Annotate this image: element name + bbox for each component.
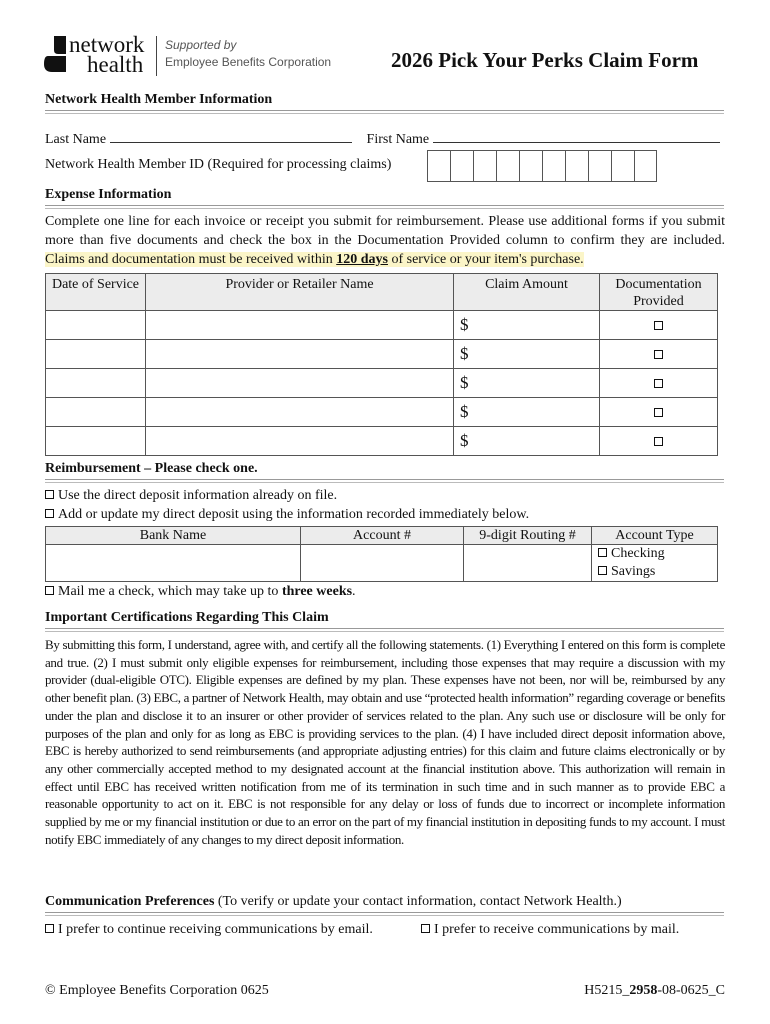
dollar-sign: $ (460, 344, 469, 363)
provider-cell[interactable] (146, 311, 454, 340)
dollar-sign: $ (460, 315, 469, 334)
date-cell[interactable] (46, 369, 146, 398)
email-pref-checkbox[interactable] (45, 924, 54, 933)
logo-word-health: health (87, 52, 144, 77)
email-pref-label: I prefer to continue receiving communications by email. (58, 922, 373, 937)
checking-label: Checking (611, 546, 665, 561)
provider-cell[interactable] (146, 340, 454, 369)
member-id-digit-box[interactable] (427, 150, 450, 182)
bank-entry-row (46, 545, 718, 582)
deadline-text-2: of service or your item's purchase. (387, 252, 584, 267)
certifications-heading: Important Certifications Regarding This Claim (45, 610, 329, 625)
documentation-cell (600, 340, 718, 369)
amount-cell[interactable] (454, 398, 600, 427)
deadline-days: 120 days (336, 252, 388, 267)
col-account-number: Account # (301, 527, 464, 545)
reimbursement-heading: Reimbursement – Please check one. (45, 461, 258, 476)
documentation-cell (600, 369, 718, 398)
savings-label: Savings (611, 564, 656, 579)
date-cell[interactable] (46, 340, 146, 369)
bank-name-cell[interactable] (46, 545, 301, 582)
table-row (46, 311, 718, 340)
supported-by-label: Supported by (165, 38, 237, 52)
checking-option[interactable] (598, 545, 717, 563)
section-rule (45, 479, 724, 480)
documentation-checkbox[interactable] (654, 437, 663, 446)
provider-cell[interactable] (146, 369, 454, 398)
documentation-checkbox[interactable] (654, 321, 663, 330)
amount-cell[interactable] (454, 311, 600, 340)
form-code-suffix: -08-0625_C (657, 983, 725, 998)
table-row (46, 369, 718, 398)
expense-instructions (45, 212, 725, 269)
table-row (46, 427, 718, 456)
mail-check-duration: three weeks (281, 584, 353, 599)
savings-option[interactable] (598, 563, 717, 581)
sponsor-name: Employee Benefits Corporation (165, 55, 332, 69)
expense-info-heading: Expense Information (45, 187, 172, 202)
logo-word-network: network (69, 32, 145, 57)
checking-checkbox[interactable] (598, 548, 607, 557)
mail-check-checkbox[interactable] (45, 586, 54, 595)
section-rule (45, 912, 724, 913)
member-id-digit-box[interactable] (611, 150, 634, 182)
expense-intro-text: Complete one line for each invoice or receipt you submit for reimbursement. Please use additional forms if you submit more than five documents and check the box in the Documentation Provided column to confirm they are included. (45, 214, 725, 248)
dollar-sign: $ (460, 431, 469, 450)
certifications-text: By submitting this form, I understand, agree with, and certify all the following statements. (1) Everything I entered on this form is complete and true. (2) I must submit only eligible expenses for reimbursement, including those expenses that may require a discussion with my provider (dual-eligible OTC). Eligible expenses are defined by my plan. These expenses have not been, nor will be, reimbursed by any other benefit plan. (3) EBC, a partner of Network Health, may obtain and use “protected health information” regarding coverage or benefits under the plan and disclose it to an insurer or other provider of services related to the plan. Any such use or disclosure will be only for purposes of the plan and only for as long as EBC is providing services to the plan. (4) I have included direct deposit information above, EBC is hereby authorized to send reimbursements (and appropriate adjusting entries) for this claim and future claims electronically or by any other commercially accepted method to my designated account at the financial institution above. This authorization will remain in effect until EBC has received written notification from me of its termination in such time and in such manner as to provide EBC a reasonable opportunity to act on it. EBC is not responsible for any delay or loss of funds due to incorrect or incomplete information supplied by me or my financial institution or due to an error on the part of my financial institution in depositing funds to my account. I must notify EBC immediately of any changes to my direct deposit information. (45, 637, 725, 847)
form-code-number: 2958 (629, 983, 658, 998)
option-mail-check[interactable] (45, 584, 356, 600)
section-rule-thin (45, 631, 724, 632)
mail-check-label: Mail me a check, which may take up to (58, 584, 282, 599)
communication-heading: Communication Preferences (45, 894, 215, 909)
documentation-checkbox[interactable] (654, 350, 663, 359)
deposit-on-file-checkbox[interactable] (45, 490, 54, 499)
col-claim-amount: Claim Amount (454, 274, 600, 311)
option-mail-communication[interactable] (421, 922, 679, 938)
form-code-prefix: H5215_ (584, 983, 630, 998)
documentation-checkbox[interactable] (654, 379, 663, 388)
documentation-cell (600, 398, 718, 427)
section-rule (45, 628, 724, 629)
section-rule-thin (45, 113, 724, 114)
network-health-logo (44, 32, 154, 77)
col-account-type: Account Type (592, 527, 718, 545)
col-provider-name: Provider or Retailer Name (146, 274, 454, 311)
update-deposit-checkbox[interactable] (45, 509, 54, 518)
option-deposit-on-file[interactable] (45, 488, 337, 504)
option-email-communication[interactable] (45, 922, 373, 938)
member-id-digit-box[interactable] (634, 150, 657, 182)
communication-subheading: (To verify or update your contact information, contact Network Health.) (214, 894, 622, 909)
table-row (46, 398, 718, 427)
account-number-cell[interactable] (301, 545, 464, 582)
routing-number-cell[interactable] (464, 545, 592, 582)
amount-cell[interactable] (454, 427, 600, 456)
footer-form-code (584, 983, 725, 999)
member-id-digit-box[interactable] (565, 150, 588, 182)
last-name-field[interactable] (110, 128, 352, 143)
date-cell[interactable] (46, 398, 146, 427)
member-id-digit-box[interactable] (496, 150, 519, 182)
mail-pref-checkbox[interactable] (421, 924, 430, 933)
mail-pref-label: I prefer to receive communications by mail. (434, 922, 680, 937)
member-id-digit-box[interactable] (473, 150, 496, 182)
expense-table (45, 273, 718, 456)
section-rule-thin (45, 208, 724, 209)
member-id-label: Network Health Member ID (Required for processing claims) (45, 157, 392, 172)
col-routing-number: 9-digit Routing # (464, 527, 592, 545)
first-name-field[interactable] (433, 128, 720, 143)
name-row (45, 128, 720, 148)
member-id-digit-box[interactable] (588, 150, 611, 182)
option-update-deposit[interactable] (45, 507, 529, 523)
last-name-label: Last Name (45, 132, 107, 147)
table-row (46, 340, 718, 369)
logo-divider (156, 36, 157, 76)
documentation-checkbox[interactable] (654, 408, 663, 417)
expense-header-row (46, 274, 718, 311)
first-name-label: First Name (366, 132, 430, 147)
provider-cell[interactable] (146, 427, 454, 456)
form-title: 2026 Pick Your Perks Claim Form (391, 48, 699, 72)
section-rule-thin (45, 482, 724, 483)
date-cell[interactable] (46, 427, 146, 456)
communication-heading-row (45, 894, 724, 910)
provider-cell[interactable] (146, 398, 454, 427)
member-info-heading: Network Health Member Information (45, 92, 273, 107)
logo-mark-icon (44, 36, 66, 74)
dollar-sign: $ (460, 373, 469, 392)
col-documentation-provided: Documentation Provided (600, 274, 718, 311)
mail-check-period: . (352, 584, 356, 599)
deadline-text-1: Claims and documentation must be received within (45, 252, 337, 267)
member-id-digit-box[interactable] (542, 150, 565, 182)
dollar-sign: $ (460, 402, 469, 421)
documentation-cell (600, 311, 718, 340)
amount-cell[interactable] (454, 369, 600, 398)
section-rule (45, 110, 724, 111)
section-rule (45, 205, 724, 206)
member-id-digit-box[interactable] (450, 150, 473, 182)
deadline-highlight (45, 252, 584, 267)
section-rule-thin (45, 915, 724, 916)
deposit-on-file-label: Use the direct deposit information already on file. (58, 488, 338, 503)
member-id-digit-box[interactable] (519, 150, 542, 182)
col-date-of-service: Date of Service (46, 274, 146, 311)
member-id-boxes[interactable] (427, 150, 657, 182)
amount-cell[interactable] (454, 340, 600, 369)
documentation-cell (600, 427, 718, 456)
savings-checkbox[interactable] (598, 566, 607, 575)
date-cell[interactable] (46, 311, 146, 340)
bank-header-row (46, 527, 718, 545)
col-bank-name: Bank Name (46, 527, 301, 545)
update-deposit-label: Add or update my direct deposit using the information recorded immediately below. (58, 507, 530, 522)
footer-copyright: © Employee Benefits Corporation 0625 (45, 983, 269, 998)
account-type-cell (592, 545, 718, 582)
bank-table (45, 526, 718, 582)
